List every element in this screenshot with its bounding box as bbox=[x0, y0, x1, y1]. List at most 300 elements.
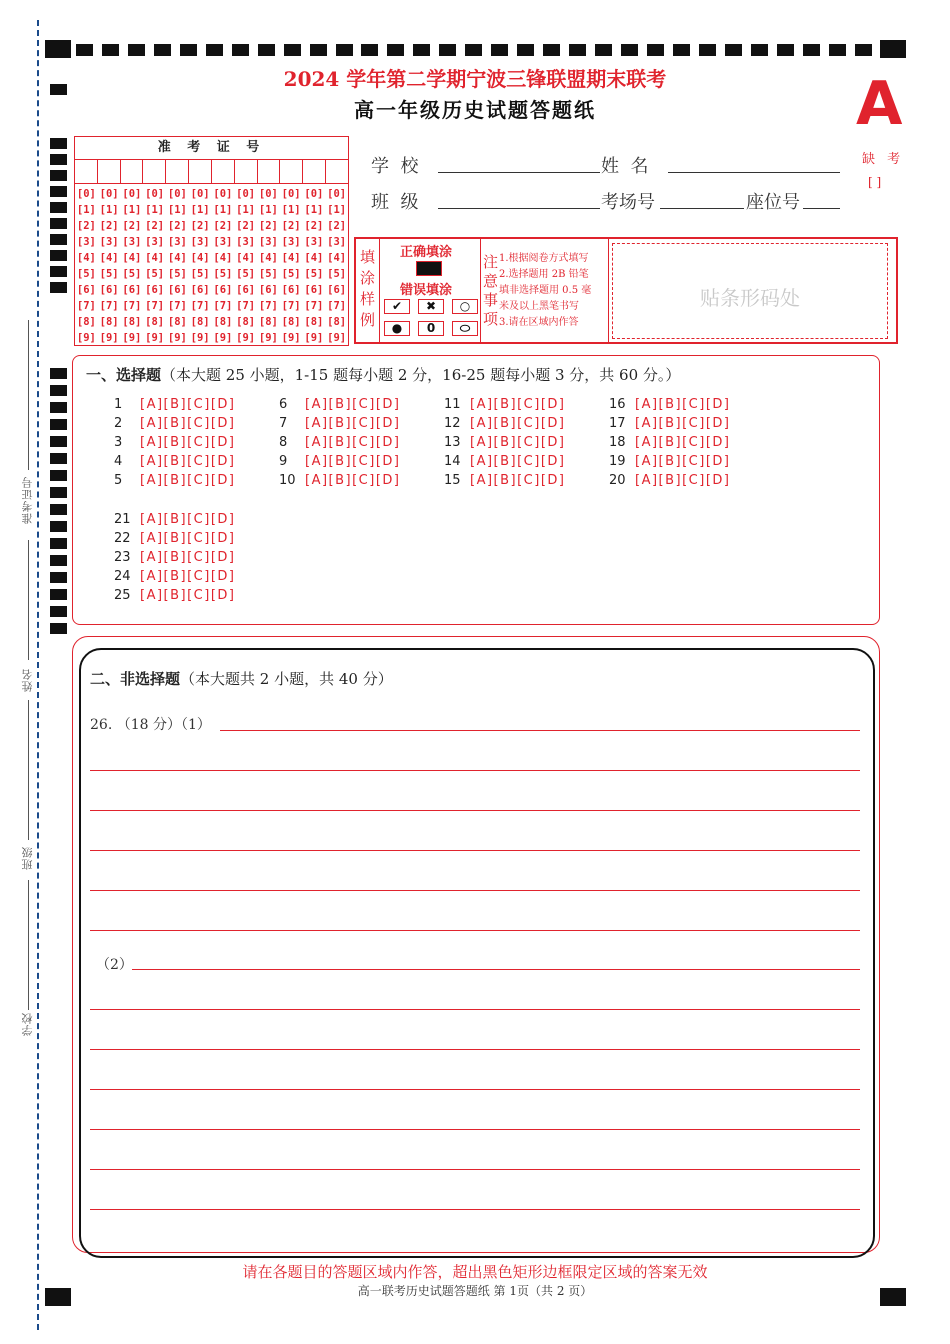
timing-mark bbox=[621, 44, 638, 56]
name-input[interactable] bbox=[668, 172, 840, 173]
id-bubble[interactable]: [3] bbox=[145, 236, 165, 248]
question-number: 18 bbox=[609, 435, 626, 450]
id-bubble[interactable]: [9] bbox=[327, 332, 347, 344]
timing-mark bbox=[206, 44, 223, 56]
id-bubble[interactable]: [0] bbox=[258, 188, 278, 200]
corner-mark-top-left bbox=[45, 40, 71, 58]
timing-mark bbox=[439, 44, 456, 56]
answer-options[interactable]: [A][B][C][D] bbox=[140, 416, 236, 431]
answer-line[interactable] bbox=[90, 1049, 860, 1050]
choice-question bbox=[444, 414, 565, 433]
timing-mark bbox=[50, 170, 67, 181]
exam-id-write-row[interactable] bbox=[75, 160, 348, 184]
id-bubble[interactable]: [5] bbox=[327, 268, 347, 280]
id-bubble[interactable]: [3] bbox=[99, 236, 119, 248]
absent-bubble[interactable]: [ ] bbox=[868, 175, 882, 189]
id-bubble-row bbox=[75, 330, 348, 346]
answer-line[interactable] bbox=[90, 1089, 860, 1090]
timing-mark bbox=[154, 44, 171, 56]
answer-options[interactable]: [A][B][C][D] bbox=[305, 416, 401, 431]
id-bubble[interactable]: [0] bbox=[190, 188, 210, 200]
barcode-label: 贴条形码处 bbox=[700, 286, 800, 310]
note-item: 2.选择题用 2B 铅笔 bbox=[499, 269, 589, 280]
id-bubble[interactable]: [9] bbox=[122, 332, 142, 344]
timing-mark bbox=[76, 44, 93, 56]
timing-mark bbox=[102, 44, 119, 56]
question-number: 21 bbox=[114, 512, 131, 527]
id-bubble[interactable]: [1] bbox=[213, 204, 233, 216]
binding-label-name: 姓名 bbox=[21, 668, 34, 692]
question-number: 3 bbox=[114, 435, 123, 450]
answer-line[interactable] bbox=[90, 1169, 860, 1170]
question-number: 10 bbox=[279, 473, 296, 488]
id-bubble[interactable]: [7] bbox=[76, 300, 96, 312]
id-bubble[interactable]: [7] bbox=[258, 300, 278, 312]
id-bubble[interactable]: [9] bbox=[167, 332, 187, 344]
id-bubble[interactable]: [7] bbox=[213, 300, 233, 312]
answer-line[interactable] bbox=[90, 850, 860, 851]
binding-line-3 bbox=[28, 700, 29, 840]
id-digit-box[interactable] bbox=[75, 160, 98, 183]
timing-mark bbox=[673, 44, 690, 56]
answer-options[interactable]: [A][B][C][D] bbox=[140, 435, 236, 450]
id-bubble[interactable]: [3] bbox=[304, 236, 324, 248]
answer-options[interactable]: [A][B][C][D] bbox=[635, 397, 731, 412]
id-digit-box[interactable] bbox=[303, 160, 326, 183]
id-bubble[interactable]: [2] bbox=[76, 220, 96, 232]
id-digit-box[interactable] bbox=[212, 160, 235, 183]
id-bubble[interactable]: [3] bbox=[236, 236, 256, 248]
timing-mark bbox=[569, 44, 586, 56]
example-divider bbox=[480, 239, 481, 342]
note-item: 3.请在区域内作答 bbox=[499, 317, 579, 328]
id-bubble[interactable]: [2] bbox=[281, 220, 301, 232]
timing-mark bbox=[543, 44, 560, 56]
page-footer: 高一联考历史试题答题纸 第 1页（共 2 页） bbox=[357, 1284, 593, 1298]
correct-fill-label: 正确填涂 bbox=[400, 245, 453, 260]
id-bubble[interactable]: [2] bbox=[327, 220, 347, 232]
choice-question bbox=[279, 433, 400, 452]
seat-input[interactable] bbox=[803, 208, 840, 209]
id-bubble[interactable]: [4] bbox=[145, 252, 165, 264]
id-bubble[interactable]: [0] bbox=[76, 188, 96, 200]
id-bubble[interactable]: [3] bbox=[190, 236, 210, 248]
timing-mark bbox=[310, 44, 327, 56]
answer-options[interactable]: [A][B][C][D] bbox=[635, 454, 731, 469]
id-bubble[interactable]: [2] bbox=[167, 220, 187, 232]
choice-question bbox=[114, 433, 235, 452]
exam-id-bubbles bbox=[75, 184, 348, 346]
timing-mark bbox=[128, 44, 145, 56]
answer-line[interactable] bbox=[90, 890, 860, 891]
timing-mark bbox=[50, 572, 67, 583]
id-bubble[interactable]: [2] bbox=[304, 220, 324, 232]
question-number: 20 bbox=[609, 473, 626, 488]
timing-mark bbox=[50, 589, 67, 600]
timing-mark bbox=[258, 44, 275, 56]
question-number: 24 bbox=[114, 569, 131, 584]
choice-question bbox=[279, 471, 400, 490]
timing-mark bbox=[50, 538, 67, 549]
id-bubble-row bbox=[75, 298, 348, 314]
id-bubble[interactable]: [4] bbox=[76, 252, 96, 264]
binding-dashed-line bbox=[37, 20, 39, 1330]
question-number: 11 bbox=[444, 397, 461, 412]
exam-room-label: 考场号 bbox=[601, 192, 655, 213]
id-bubble[interactable]: [9] bbox=[213, 332, 233, 344]
school-input[interactable] bbox=[438, 172, 600, 173]
id-bubble[interactable]: [0] bbox=[327, 188, 347, 200]
answer-options[interactable]: [A][B][C][D] bbox=[635, 416, 731, 431]
timing-mark bbox=[50, 555, 67, 566]
note-item: 1.根据阅卷方式填写 bbox=[499, 253, 589, 264]
id-bubble[interactable]: [0] bbox=[122, 188, 142, 200]
answer-line[interactable] bbox=[90, 810, 860, 811]
id-digit-box[interactable] bbox=[166, 160, 189, 183]
id-bubble[interactable]: [7] bbox=[327, 300, 347, 312]
binding-label-school: 学校 bbox=[21, 1012, 34, 1036]
fill-example-box bbox=[354, 237, 898, 344]
id-bubble[interactable]: [2] bbox=[145, 220, 165, 232]
timing-mark bbox=[413, 44, 430, 56]
timing-mark bbox=[50, 186, 67, 197]
choice-question bbox=[114, 586, 235, 605]
id-bubble[interactable]: [7] bbox=[122, 300, 142, 312]
id-digit-box[interactable] bbox=[326, 160, 348, 183]
question-number: 14 bbox=[444, 454, 461, 469]
answer-options[interactable]: [A][B][C][D] bbox=[470, 473, 566, 488]
id-bubble[interactable]: [4] bbox=[258, 252, 278, 264]
id-bubble[interactable]: [0] bbox=[99, 188, 119, 200]
id-bubble[interactable]: [4] bbox=[122, 252, 142, 264]
id-bubble[interactable]: [7] bbox=[281, 300, 301, 312]
id-bubble[interactable]: [4] bbox=[99, 252, 119, 264]
id-bubble[interactable]: [3] bbox=[167, 236, 187, 248]
timing-mark bbox=[50, 368, 67, 379]
id-bubble[interactable]: [1] bbox=[76, 204, 96, 216]
left-timing-marks-section1 bbox=[50, 368, 67, 640]
timing-mark bbox=[50, 154, 67, 165]
timing-mark bbox=[50, 487, 67, 498]
id-bubble[interactable]: [2] bbox=[213, 220, 233, 232]
id-bubble[interactable]: [8] bbox=[327, 316, 347, 328]
answer-options[interactable]: [A][B][C][D] bbox=[140, 473, 236, 488]
id-digit-box[interactable] bbox=[280, 160, 303, 183]
timing-mark bbox=[387, 44, 404, 56]
id-bubble[interactable]: [1] bbox=[304, 204, 324, 216]
id-bubble[interactable]: [8] bbox=[76, 316, 96, 328]
id-bubble[interactable]: [9] bbox=[76, 332, 96, 344]
id-bubble[interactable]: [4] bbox=[190, 252, 210, 264]
choice-question bbox=[114, 395, 235, 414]
id-bubble[interactable]: [8] bbox=[213, 316, 233, 328]
answer-options[interactable]: [A][B][C][D] bbox=[305, 454, 401, 469]
question-number: 1 bbox=[114, 397, 123, 412]
essay-answer-frame bbox=[79, 648, 875, 1258]
choice-question bbox=[279, 414, 400, 433]
answer-options[interactable]: [A][B][C][D] bbox=[305, 473, 401, 488]
paper-type-letter: A bbox=[856, 69, 903, 139]
answer-options[interactable]: [A][B][C][D] bbox=[140, 588, 236, 603]
timing-mark bbox=[50, 402, 67, 413]
id-bubble[interactable]: [4] bbox=[304, 252, 324, 264]
timing-mark bbox=[50, 385, 67, 396]
answer-line[interactable] bbox=[90, 930, 860, 931]
id-bubble[interactable]: [6] bbox=[190, 284, 210, 296]
id-bubble[interactable]: [7] bbox=[145, 300, 165, 312]
timing-mark bbox=[725, 44, 742, 56]
id-bubble[interactable]: [5] bbox=[258, 268, 278, 280]
class-label: 班 级 bbox=[371, 192, 419, 213]
timing-mark bbox=[751, 44, 768, 56]
timing-mark bbox=[50, 606, 67, 617]
answer-options[interactable]: [A][B][C][D] bbox=[635, 435, 731, 450]
id-bubble[interactable]: [2] bbox=[258, 220, 278, 232]
id-bubble[interactable]: [6] bbox=[76, 284, 96, 296]
binding-line-1 bbox=[28, 320, 29, 470]
timing-mark bbox=[50, 218, 67, 229]
id-bubble-row bbox=[75, 314, 348, 330]
wrong-mark-oval-icon: ⬭ bbox=[452, 321, 478, 336]
choice-question bbox=[114, 510, 235, 529]
answer-options[interactable]: [A][B][C][D] bbox=[470, 454, 566, 469]
answer-options[interactable]: [A][B][C][D] bbox=[305, 397, 401, 412]
choice-question bbox=[279, 452, 400, 471]
id-bubble[interactable]: [8] bbox=[304, 316, 324, 328]
id-bubble[interactable]: [6] bbox=[213, 284, 233, 296]
question-number: 9 bbox=[279, 454, 288, 469]
answer-line[interactable] bbox=[132, 969, 860, 970]
timing-mark bbox=[491, 44, 508, 56]
exam-id-grid bbox=[74, 136, 349, 346]
exam-room-input[interactable] bbox=[660, 208, 744, 209]
id-bubble[interactable]: [4] bbox=[236, 252, 256, 264]
id-bubble[interactable]: [6] bbox=[327, 284, 347, 296]
choice-question bbox=[114, 414, 235, 433]
timing-mark bbox=[50, 282, 67, 293]
timing-mark bbox=[361, 44, 378, 56]
timing-mark bbox=[777, 44, 794, 56]
id-bubble[interactable]: [6] bbox=[236, 284, 256, 296]
exam-title: 2024 学年第二学期宁波三锋联盟期末联考 bbox=[283, 67, 667, 91]
id-bubble[interactable]: [9] bbox=[145, 332, 165, 344]
note-item: 填非选择题用 0.5 毫 bbox=[499, 285, 592, 296]
id-bubble[interactable]: [8] bbox=[281, 316, 301, 328]
wrong-mark-circle-icon: ○ bbox=[452, 299, 478, 314]
absent-label: 缺 考 bbox=[862, 152, 905, 167]
timing-mark bbox=[50, 266, 67, 277]
answer-options[interactable]: [A][B][C][D] bbox=[140, 569, 236, 584]
choice-section-title: 一、选择题（本大题 25 小题，1-15 题每小题 2 分，16-25 题每小题 3 分，共 60 分。） bbox=[86, 366, 681, 384]
id-bubble[interactable]: [0] bbox=[281, 188, 301, 200]
id-bubble[interactable]: [3] bbox=[213, 236, 233, 248]
id-bubble[interactable]: [0] bbox=[236, 188, 256, 200]
answer-options[interactable]: [A][B][C][D] bbox=[140, 397, 236, 412]
id-bubble[interactable]: [3] bbox=[281, 236, 301, 248]
id-bubble[interactable]: [2] bbox=[190, 220, 210, 232]
sheet-subtitle: 高一年级历史试题答题纸 bbox=[354, 98, 596, 122]
id-bubble[interactable]: [6] bbox=[167, 284, 187, 296]
answer-options[interactable]: [A][B][C][D] bbox=[140, 531, 236, 546]
id-bubble[interactable]: [1] bbox=[258, 204, 278, 216]
timing-mark bbox=[465, 44, 482, 56]
id-bubble[interactable]: [8] bbox=[258, 316, 278, 328]
id-bubble[interactable]: [1] bbox=[145, 204, 165, 216]
id-bubble[interactable]: [8] bbox=[145, 316, 165, 328]
id-digit-box[interactable] bbox=[189, 160, 212, 183]
id-bubble[interactable]: [6] bbox=[258, 284, 278, 296]
id-bubble[interactable]: [5] bbox=[76, 268, 96, 280]
id-bubble[interactable]: [2] bbox=[99, 220, 119, 232]
id-bubble[interactable]: [0] bbox=[304, 188, 324, 200]
id-bubble[interactable]: [5] bbox=[145, 268, 165, 280]
id-digit-box[interactable] bbox=[258, 160, 281, 183]
choice-question bbox=[114, 567, 235, 586]
id-bubble[interactable]: [9] bbox=[99, 332, 119, 344]
id-bubble-row bbox=[75, 282, 348, 298]
id-bubble[interactable]: [4] bbox=[327, 252, 347, 264]
answer-line[interactable] bbox=[90, 770, 860, 771]
id-bubble[interactable]: [2] bbox=[236, 220, 256, 232]
choice-question bbox=[114, 471, 235, 490]
id-bubble[interactable]: [4] bbox=[213, 252, 233, 264]
answer-options[interactable]: [A][B][C][D] bbox=[140, 512, 236, 527]
answer-options[interactable]: [A][B][C][D] bbox=[635, 473, 731, 488]
id-bubble[interactable]: [1] bbox=[167, 204, 187, 216]
note-item: 米及以上黑笔书写 bbox=[499, 301, 579, 312]
id-digit-box[interactable] bbox=[98, 160, 121, 183]
answer-options[interactable]: [A][B][C][D] bbox=[305, 435, 401, 450]
choice-question bbox=[609, 452, 730, 471]
id-bubble[interactable]: [7] bbox=[304, 300, 324, 312]
id-bubble[interactable]: [8] bbox=[122, 316, 142, 328]
id-bubble[interactable]: [9] bbox=[281, 332, 301, 344]
question-number: 4 bbox=[114, 454, 123, 469]
id-bubble[interactable]: [1] bbox=[99, 204, 119, 216]
wrong-mark-check-icon: ✔ bbox=[384, 299, 410, 314]
choice-question bbox=[114, 452, 235, 471]
question-number: 22 bbox=[114, 531, 131, 546]
id-bubble-row bbox=[75, 186, 348, 202]
timing-mark bbox=[855, 44, 872, 56]
id-bubble[interactable]: [9] bbox=[236, 332, 256, 344]
answer-options[interactable]: [A][B][C][D] bbox=[470, 416, 566, 431]
id-bubble[interactable]: [1] bbox=[236, 204, 256, 216]
timing-mark bbox=[647, 44, 664, 56]
id-bubble[interactable]: [8] bbox=[167, 316, 187, 328]
id-bubble[interactable]: [0] bbox=[145, 188, 165, 200]
essay-section-title: 二、非选择题（本大题共 2 小题，共 40 分） bbox=[90, 670, 393, 688]
id-digit-box[interactable] bbox=[235, 160, 258, 183]
id-bubble[interactable]: [0] bbox=[213, 188, 233, 200]
id-bubble[interactable]: [3] bbox=[76, 236, 96, 248]
question-number: 17 bbox=[609, 416, 626, 431]
answer-line[interactable] bbox=[220, 730, 860, 731]
question-number: 25 bbox=[114, 588, 131, 603]
timing-mark bbox=[180, 44, 197, 56]
choice-question bbox=[609, 471, 730, 490]
question-number: 5 bbox=[114, 473, 123, 488]
id-bubble[interactable]: [5] bbox=[167, 268, 187, 280]
answer-line[interactable] bbox=[90, 1129, 860, 1130]
answer-options[interactable]: [A][B][C][D] bbox=[140, 454, 236, 469]
id-digit-box[interactable] bbox=[121, 160, 144, 183]
id-bubble[interactable]: [7] bbox=[236, 300, 256, 312]
answer-options[interactable]: [A][B][C][D] bbox=[470, 435, 566, 450]
timing-mark bbox=[50, 521, 67, 532]
answer-line[interactable] bbox=[90, 1209, 860, 1210]
id-digit-box[interactable] bbox=[143, 160, 166, 183]
id-bubble[interactable]: [1] bbox=[122, 204, 142, 216]
id-bubble[interactable]: [1] bbox=[327, 204, 347, 216]
id-bubble[interactable]: [3] bbox=[122, 236, 142, 248]
id-bubble[interactable]: [5] bbox=[281, 268, 301, 280]
id-bubble[interactable]: [4] bbox=[281, 252, 301, 264]
answer-options[interactable]: [A][B][C][D] bbox=[140, 550, 236, 565]
id-bubble[interactable]: [3] bbox=[327, 236, 347, 248]
id-bubble-row bbox=[75, 250, 348, 266]
id-bubble[interactable]: [5] bbox=[122, 268, 142, 280]
id-bubble[interactable]: [5] bbox=[236, 268, 256, 280]
id-bubble[interactable]: [5] bbox=[304, 268, 324, 280]
class-input[interactable] bbox=[438, 208, 600, 209]
id-bubble[interactable]: [9] bbox=[190, 332, 210, 344]
timing-mark bbox=[595, 44, 612, 56]
choice-question bbox=[279, 395, 400, 414]
id-bubble-row bbox=[75, 202, 348, 218]
id-bubble[interactable]: [7] bbox=[99, 300, 119, 312]
question-number: 12 bbox=[444, 416, 461, 431]
id-bubble[interactable]: [6] bbox=[281, 284, 301, 296]
id-bubble[interactable]: [6] bbox=[122, 284, 142, 296]
wrong-mark-zero-icon: 0 bbox=[418, 321, 444, 336]
id-bubble[interactable]: [3] bbox=[258, 236, 278, 248]
id-bubble[interactable]: [1] bbox=[190, 204, 210, 216]
id-bubble[interactable]: [6] bbox=[145, 284, 165, 296]
answer-line[interactable] bbox=[90, 1009, 860, 1010]
choice-question bbox=[444, 395, 565, 414]
barcode-area bbox=[612, 243, 888, 339]
choice-question bbox=[609, 395, 730, 414]
timing-mark bbox=[50, 202, 67, 213]
barcode-divider bbox=[608, 239, 609, 342]
id-bubble[interactable]: [8] bbox=[99, 316, 119, 328]
id-bubble[interactable]: [8] bbox=[190, 316, 210, 328]
id-bubble[interactable]: [8] bbox=[236, 316, 256, 328]
answer-options[interactable]: [A][B][C][D] bbox=[470, 397, 566, 412]
id-bubble[interactable]: [5] bbox=[213, 268, 233, 280]
id-bubble[interactable]: [4] bbox=[167, 252, 187, 264]
school-label: 学 校 bbox=[371, 156, 419, 177]
question-number: 8 bbox=[279, 435, 288, 450]
binding-line-2 bbox=[28, 540, 29, 660]
id-bubble[interactable]: [7] bbox=[190, 300, 210, 312]
id-bubble-row bbox=[75, 218, 348, 234]
id-bubble[interactable]: [7] bbox=[167, 300, 187, 312]
id-bubble[interactable]: [5] bbox=[99, 268, 119, 280]
id-bubble[interactable]: [6] bbox=[99, 284, 119, 296]
id-bubble[interactable]: [5] bbox=[190, 268, 210, 280]
id-bubble[interactable]: [1] bbox=[281, 204, 301, 216]
id-bubble-row bbox=[75, 234, 348, 250]
choice-question bbox=[114, 529, 235, 548]
id-bubble[interactable]: [0] bbox=[167, 188, 187, 200]
id-bubble[interactable]: [2] bbox=[122, 220, 142, 232]
id-bubble[interactable]: [9] bbox=[258, 332, 278, 344]
choice-question bbox=[114, 548, 235, 567]
id-bubble[interactable]: [6] bbox=[304, 284, 324, 296]
id-bubble[interactable]: [9] bbox=[304, 332, 324, 344]
